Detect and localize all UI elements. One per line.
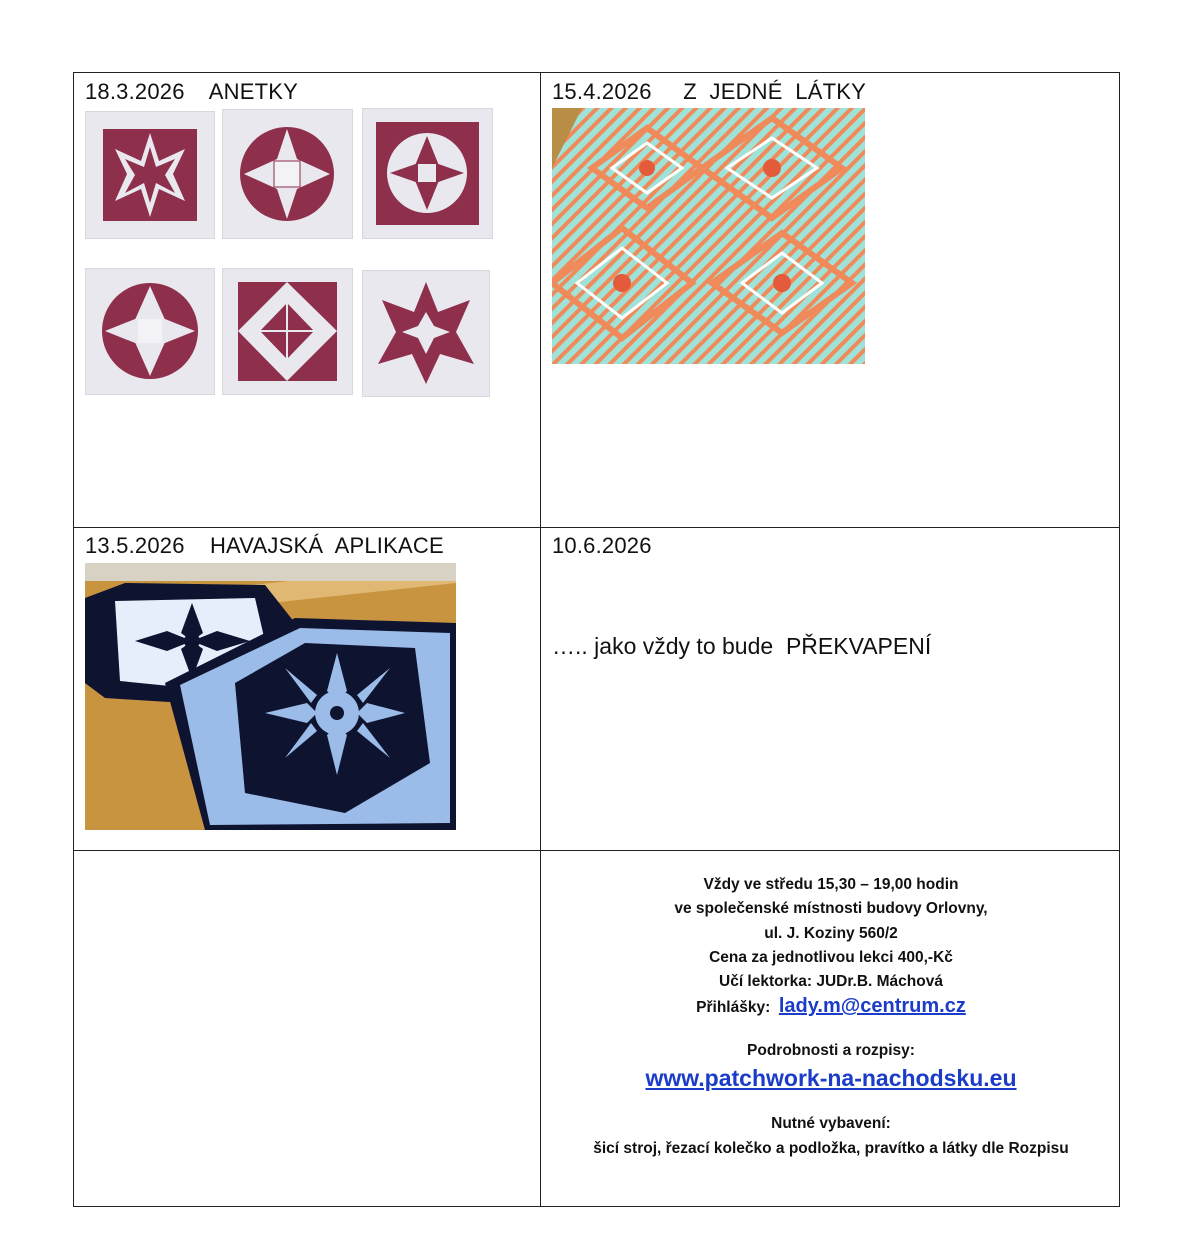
cell-2-date: 15.4.2026 [552, 79, 652, 104]
cell-2-heading [552, 79, 866, 105]
info-venue: ve společenské místnosti budovy Orlovny, [674, 900, 988, 918]
info-address: ul. J. Koziny 560/2 [764, 924, 898, 942]
equipment-text: šicí stroj, řezací kolečko a podložka, pravítko a látky dle Rozpisu [593, 1139, 1069, 1157]
course-info [541, 873, 1121, 1161]
equipment-label: Nutné vybavení: [771, 1115, 891, 1133]
details-website-link[interactable]: www.patchwork-na-nachodsku.eu [645, 1065, 1017, 1092]
cell-3-date: 13.5.2026 [85, 533, 185, 558]
info-signup [541, 994, 1121, 1020]
cell-4-date: 10.6.2026 [552, 533, 652, 558]
quilt-block-diamond [362, 108, 493, 239]
quilt-block-square-star [222, 268, 353, 395]
cell-1-date: 18.3.2026 [85, 79, 185, 104]
schedule-table [73, 72, 1120, 1207]
quilt-block-lemoyne [362, 270, 490, 397]
quilt-block-circle-diamond [85, 268, 215, 395]
hawaiian-applique-photo [85, 563, 456, 830]
row-divider-1 [74, 527, 1119, 528]
row-divider-2 [74, 850, 1119, 851]
quilt-one-fabric-photo [552, 108, 865, 364]
cell-4-heading [552, 533, 652, 559]
signup-email-link[interactable]: lady.m@centrum.cz [778, 995, 966, 1018]
quilt-block-star [85, 111, 215, 239]
details-label: Podrobnosti a rozpisy: [747, 1041, 915, 1059]
surprise-note: ….. jako vždy to bude PŘEKVAPENÍ [552, 633, 932, 659]
cell-2-title: Z JEDNÉ LÁTKY [683, 79, 866, 104]
info-teacher: Učí lektorka: JUDr.B. Máchová [719, 973, 943, 991]
cell-3-title: HAVAJSKÁ APLIKACE [209, 533, 444, 558]
quilt-block-circle-star [222, 109, 353, 239]
cell-1-heading [85, 79, 298, 105]
info-schedule: Vždy ve středu 15,30 – 19,00 hodin [703, 876, 959, 893]
info-price: Cena za jednotlivou lekci 400,-Kč [709, 948, 953, 966]
signup-label: Přihlášky: [696, 999, 771, 1017]
cell-1-title: ANETKY [208, 79, 298, 104]
cell-3-heading [85, 533, 444, 559]
